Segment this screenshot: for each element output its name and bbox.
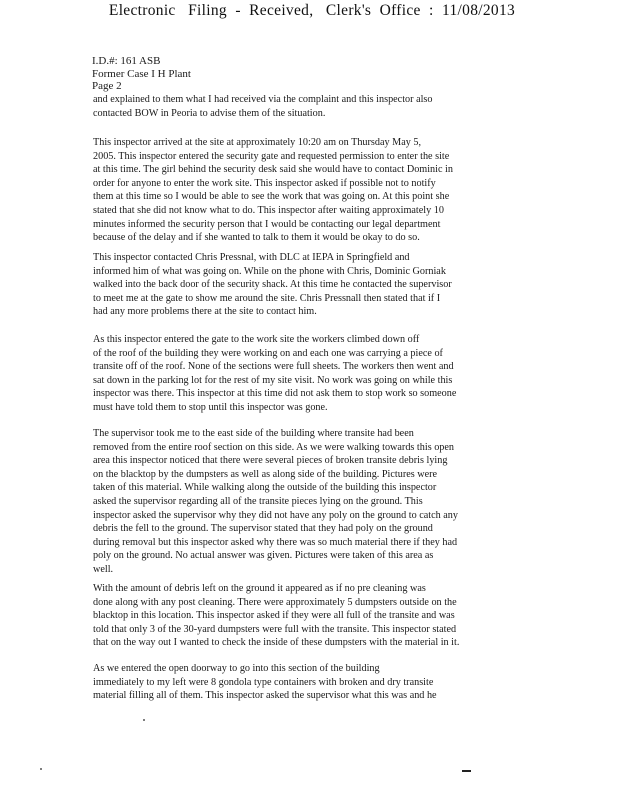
text-line: at this time. The girl behind the security desk said she would have to contact Dominic in bbox=[93, 164, 453, 176]
paragraph-6 bbox=[93, 582, 511, 650]
text-line: immediately to my left were 8 gondola type containers with broken and dry transite bbox=[93, 676, 434, 688]
text-line: As we entered the open doorway to go into this section of the building bbox=[93, 663, 380, 674]
text-line: material filling all of them. This inspector asked the supervisor what this was and he bbox=[93, 690, 437, 702]
text-line: sat down in the parking lot for the rest of my site visit. No work was going on while this bbox=[93, 374, 453, 386]
text-line: must have told them to stop until this inspector was gone. bbox=[93, 401, 328, 413]
text-line: inspector was there. This inspector at this time did not ask them to stop work so someone bbox=[93, 388, 457, 400]
text-line: told that only 3 of the 30-yard dumpsters were full with the transite. This inspector stated bbox=[93, 623, 457, 635]
text-line: of the roof of the building they were working on and each one was carrying a piece of bbox=[93, 347, 443, 359]
text-line: As this inspector entered the gate to the work site the workers climbed down off bbox=[93, 334, 420, 345]
scan-speck bbox=[40, 768, 42, 770]
text-line: to meet me at the gate to show me around the site. Chris Pressnall then stated that if I bbox=[93, 292, 441, 304]
paragraph-4 bbox=[93, 333, 511, 415]
text-line: area this inspector noticed that there were several pieces of broken transite debris lying bbox=[93, 455, 448, 467]
text-line: This inspector arrived at the site at approximately 10:20 am on Thursday May 5, bbox=[93, 137, 421, 148]
scan-speck bbox=[143, 719, 145, 721]
text-line: transite off of the roof. None of the sections were full sheets. The workers then went and bbox=[93, 361, 454, 373]
text-line: them at this time so I would be able to see the work that was going on. At this point she bbox=[93, 191, 450, 203]
document-header bbox=[92, 55, 191, 93]
text-line: debris the fell to the ground. The supervisor stated that they had poly on the ground bbox=[93, 523, 433, 535]
paragraph-3 bbox=[93, 251, 511, 319]
text-line: walked into the back door of the security shack. At this time he contacted the supervisor bbox=[93, 279, 452, 291]
paragraph-5 bbox=[93, 427, 511, 577]
text-line: With the amount of debris left on the ground it appeared as if no pre cleaning was bbox=[93, 583, 426, 594]
text-line: and explained to them what I had received via the complaint and this inspector also bbox=[93, 94, 433, 105]
paragraph-2 bbox=[93, 136, 511, 245]
text-line: inspector asked the supervisor why they did not have any poly on the ground to catch any bbox=[93, 509, 458, 521]
text-line: stated that she did not know what to do. This inspector after waiting approximately 10 bbox=[93, 204, 444, 216]
text-line: This inspector contacted Chris Pressnal, with DLC at IEPA in Springfield and bbox=[93, 252, 410, 263]
filing-stamp: Electronic Filing - Received, Clerk's Office : 11/08/2013 bbox=[108, 2, 516, 19]
page-number: Page 2 bbox=[92, 80, 122, 93]
scan-mark bbox=[462, 770, 471, 772]
text-line: done along with any post cleaning. There were approximately 5 dumpsters outside on the bbox=[93, 596, 457, 608]
text-line: poly on the ground. No actual answer was given. Pictures were taken of this area as bbox=[93, 550, 434, 562]
text-line: that on the way out I wanted to check the inside of these dumpsters with the material in it. bbox=[93, 637, 460, 649]
text-line: had any more problems there at the site to contact him. bbox=[93, 306, 317, 318]
text-line: blacktop in this location. This inspector asked if they were all full of the transite and was bbox=[93, 610, 455, 622]
text-line: on the blacktop by the dumpsters as well as along side of the building. Pictures were bbox=[93, 468, 438, 480]
text-line: order for anyone to enter the work site. This inspector asked if possible not to notify bbox=[93, 177, 436, 189]
text-line: asked the supervisor regarding all of the transite pieces lying on the ground. This bbox=[93, 495, 423, 507]
text-line: well. bbox=[93, 563, 114, 575]
text-line: taken of this material. While walking along the outside of the building this inspector bbox=[93, 482, 437, 494]
case-line: Former Case I H Plant bbox=[92, 67, 191, 80]
text-line: because of the delay and if she wanted to talk to them it would be okay to do so. bbox=[93, 232, 420, 244]
paragraph-7 bbox=[93, 662, 511, 703]
text-line: during removal but this inspector asked why there was so much material there if they had bbox=[93, 536, 458, 548]
text-line: informed him of what was going on. While on the phone with Chris, Dominic Gorniak bbox=[93, 265, 446, 277]
text-line: removed from the entire roof section on this side. As we were walking towards this open bbox=[93, 441, 455, 453]
text-line: 2005. This inspector entered the security gate and requested permission to enter the site bbox=[93, 150, 450, 162]
text-line: minutes informed the security person that I would be contacting our legal department bbox=[93, 218, 441, 230]
id-line: I.D.#: 161 ASB bbox=[92, 55, 161, 67]
paragraph-1 bbox=[93, 93, 511, 120]
text-line: The supervisor took me to the east side of the building where transite had been bbox=[93, 428, 414, 439]
text-line: contacted BOW in Peoria to advise them of the situation. bbox=[93, 107, 326, 119]
